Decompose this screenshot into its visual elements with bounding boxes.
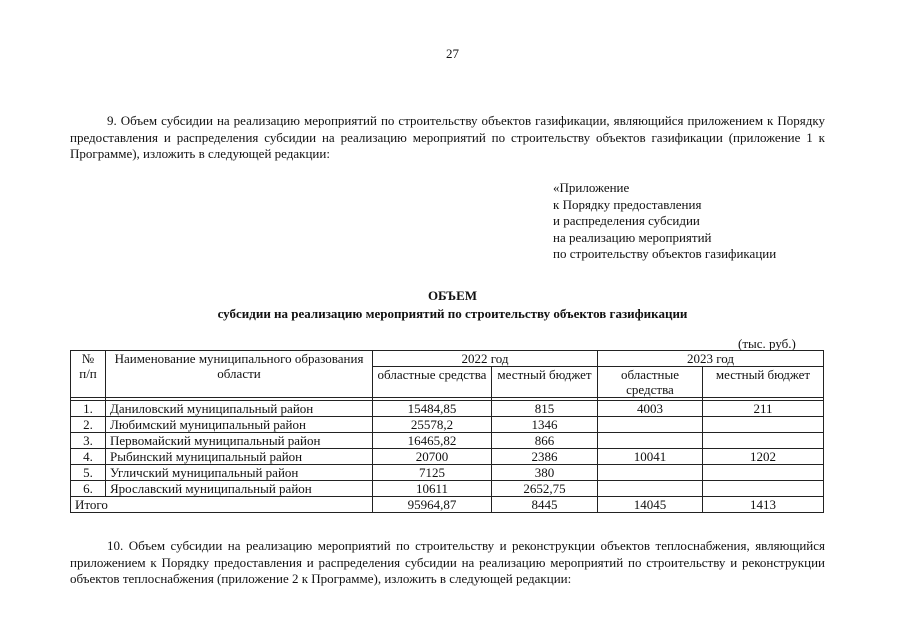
row-district: Любимский муниципальный район [106, 417, 373, 433]
row-local-2023: 211 [703, 401, 824, 417]
row-regional-2022: 20700 [373, 449, 492, 465]
units-label: (тыс. руб.) [738, 336, 796, 351]
row-number: 5. [71, 465, 106, 481]
row-number: 3. [71, 433, 106, 449]
row-regional-2022: 15484,85 [373, 401, 492, 417]
total-regional-2022: 95964,87 [373, 497, 492, 513]
table-row [71, 449, 824, 465]
row-local-2022: 380 [492, 465, 598, 481]
table-row [71, 401, 824, 417]
header-year-2022: 2022 год [373, 351, 598, 367]
document-title: ОБЪЕМ [427, 288, 478, 303]
row-number: 1. [71, 401, 106, 417]
row-number: 6. [71, 481, 106, 497]
row-regional-2022: 25578,2 [373, 417, 492, 433]
row-district: Рыбинский муниципальный район [106, 449, 373, 465]
row-local-2023 [703, 481, 824, 497]
row-district: Угличский муниципальный район [106, 465, 373, 481]
row-regional-2023 [598, 465, 703, 481]
row-regional-2022: 7125 [373, 465, 492, 481]
appendix-note [553, 180, 776, 263]
header-local-2022: местный бюджет [492, 367, 598, 398]
row-regional-2022: 10611 [373, 481, 492, 497]
row-regional-2023: 4003 [598, 401, 703, 417]
appendix-line: «Приложение [553, 180, 630, 195]
total-local-2023: 1413 [703, 497, 824, 513]
page-number: 27 [446, 46, 459, 61]
row-local-2022: 1346 [492, 417, 598, 433]
row-local-2023: 1202 [703, 449, 824, 465]
row-district: Ярославский муниципальный район [106, 481, 373, 497]
row-regional-2023 [598, 433, 703, 449]
total-regional-2023: 14045 [598, 497, 703, 513]
header-name: Наименование муниципального образования области [106, 351, 373, 398]
row-regional-2023 [598, 417, 703, 433]
table-row [71, 433, 824, 449]
row-number: 4. [71, 449, 106, 465]
row-local-2022: 866 [492, 433, 598, 449]
appendix-line: на реализацию мероприятий [553, 229, 712, 245]
row-number: 2. [71, 417, 106, 433]
row-local-2023 [703, 417, 824, 433]
table-row [71, 481, 824, 497]
row-district: Даниловский муниципальный район [106, 401, 373, 417]
table-total-row [71, 497, 824, 513]
table-row [71, 465, 824, 481]
total-label: Итого [71, 497, 373, 513]
header-year-2023: 2023 год [598, 351, 824, 367]
appendix-line: и распределения субсидии [553, 213, 700, 228]
row-local-2022: 815 [492, 401, 598, 417]
row-local-2023 [703, 433, 824, 449]
row-local-2023 [703, 465, 824, 481]
appendix-line: к Порядку предоставления [553, 196, 702, 212]
header-regional-2023: областные средства [598, 367, 703, 398]
header-local-2023: местный бюджет [703, 367, 824, 398]
appendix-line: по строительству объектов газификации [553, 246, 777, 261]
document-subtitle: субсидии на реализацию мероприятий по строительству объектов газификации [217, 306, 688, 321]
row-regional-2023: 10041 [598, 449, 703, 465]
header-regional-2022: областные средства [373, 367, 492, 398]
subsidy-table [70, 350, 824, 513]
header-num: № п/п [71, 351, 106, 398]
row-regional-2023 [598, 481, 703, 497]
table-header-row [71, 351, 824, 367]
total-local-2022: 8445 [492, 497, 598, 513]
row-local-2022: 2652,75 [492, 481, 598, 497]
section-10-paragraph: 10. Объем субсидии на реализацию мероприятий по строительству и реконструкции объектов теплоснабжения, являющийся приложением к Порядку предоставления и распределения субсидии на реализацию мероприятий по строительству и реконструкции объектов теплоснабжения (приложение 2 к Программе), изложить в следующей редакции: [70, 538, 825, 586]
section-9-paragraph: 9. Объем субсидии на реализацию мероприятий по строительству объектов газификации, являющийся приложением к Порядку предоставления и распределения субсидии на реализацию мероприятий по строительству объектов газификации (приложение 1 к Программе), изложить в следующей редакции: [70, 113, 825, 161]
row-regional-2022: 16465,82 [373, 433, 492, 449]
row-local-2022: 2386 [492, 449, 598, 465]
table-row [71, 417, 824, 433]
row-district: Первомайский муниципальный район [106, 433, 373, 449]
